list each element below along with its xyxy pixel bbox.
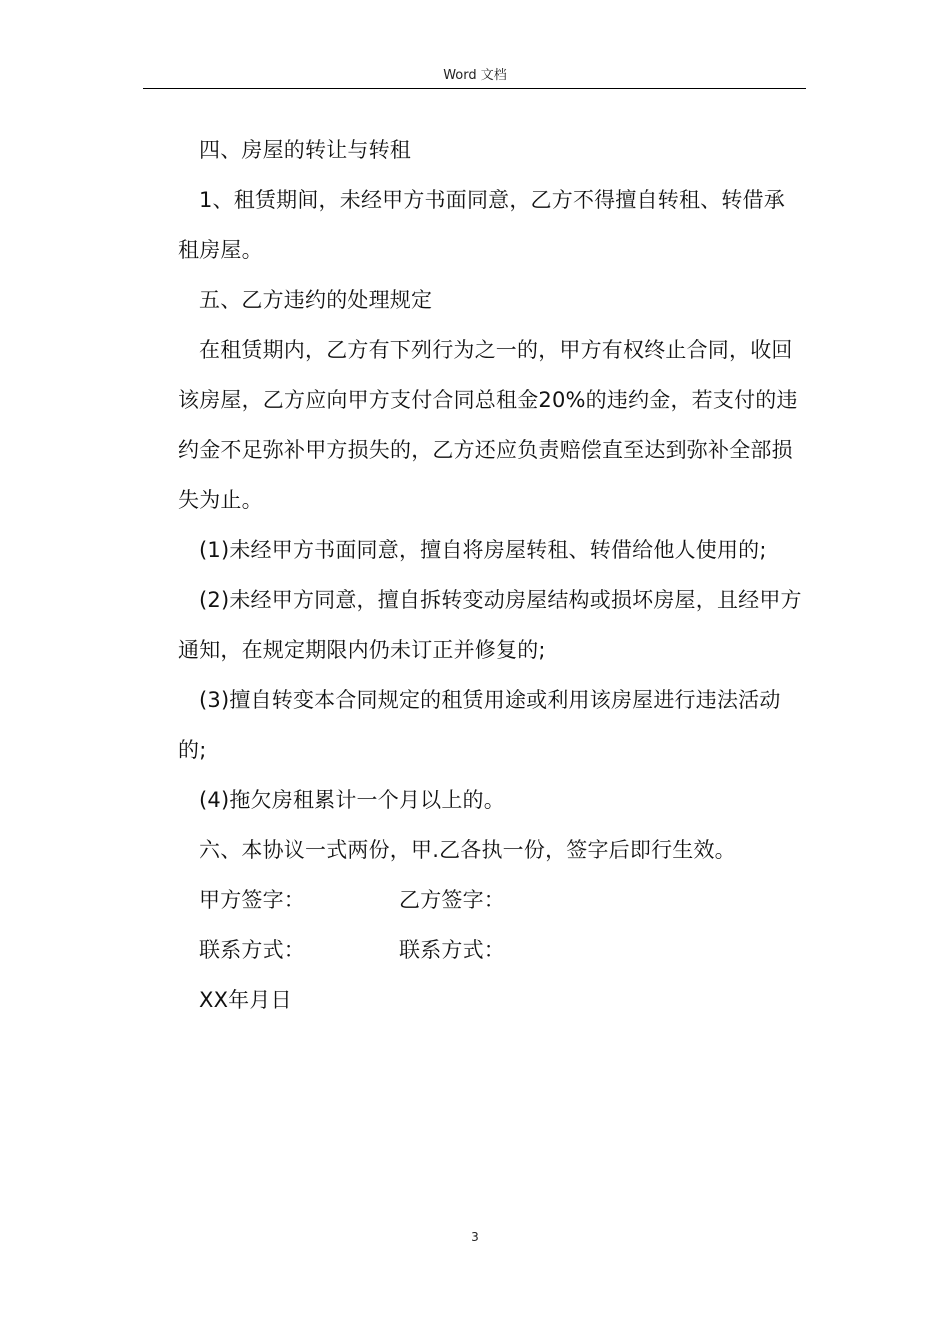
party-b-signature-label: 乙方签字： <box>399 888 505 912</box>
section-heading-6: 六、本协议一式两份，甲.乙各执一份，签字后即行生效。 <box>199 838 736 862</box>
paragraph-breach-terms: 在租赁期内，乙方有下列行为之一的，甲方有权终止合同，收回该房屋，乙方应向甲方支付合同总租金20%的违约金，若支付的违约金不足弥补甲方损失的，乙方还应负责赔偿直至达到弥补全部损失为止。 <box>178 338 798 512</box>
party-b-contact-label: 联系方式： <box>399 938 505 962</box>
page-number: 3 <box>471 1230 479 1244</box>
header-title: Word 文档 <box>443 68 507 83</box>
breach-item-2: (2)未经甲方同意，擅自拆转变动房屋结构或损坏房屋，且经甲方通知，在规定期限内仍未订正并修复的; <box>178 588 802 662</box>
breach-item-1: (1)未经甲方书面同意，擅自将房屋转租、转借给他人使用的; <box>199 538 767 562</box>
party-a-signature-label: 甲方签字： <box>199 888 305 912</box>
section-heading-5: 五、乙方违约的处理规定 <box>199 288 433 312</box>
paragraph-sublet-rule: 1、租赁期间，未经甲方书面同意，乙方不得擅自转租、转借承租房屋。 <box>178 188 785 262</box>
date-row <box>178 975 806 1025</box>
party-a-contact-label: 联系方式： <box>199 938 305 962</box>
document-body <box>178 125 806 1025</box>
breach-item-4: (4)拖欠房租累计一个月以上的。 <box>199 788 505 812</box>
contact-row <box>178 925 806 975</box>
date-label: XX年月日 <box>199 988 292 1012</box>
header-divider <box>143 88 806 89</box>
section-heading-4: 四、房屋的转让与转租 <box>199 138 411 162</box>
breach-item-3: (3)擅自转变本合同规定的租赁用途或利用该房屋进行违法活动的; <box>178 688 781 762</box>
signature-row <box>178 875 806 925</box>
